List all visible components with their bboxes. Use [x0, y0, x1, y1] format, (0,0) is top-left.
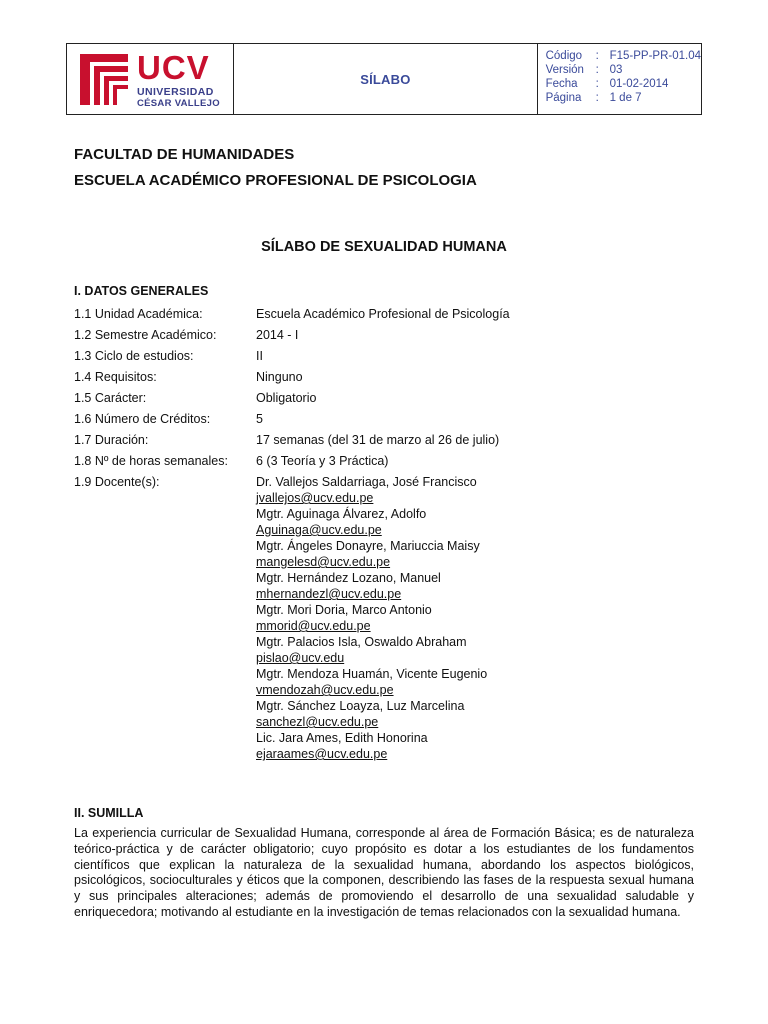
row-label: 1.2 Semestre Académico:	[74, 328, 217, 342]
school-heading: ESCUELA ACADÉMICO PROFESIONAL DE PSICOLOGIA	[74, 172, 477, 189]
meta-value: F15-PP-PR-01.04	[609, 50, 701, 62]
docente-name: Mgtr. Mori Doria, Marco Antonio	[256, 603, 432, 617]
docente-email[interactable]: vmendozah@ucv.edu.pe	[256, 683, 394, 697]
docente-email[interactable]: jvallejos@ucv.edu.pe	[256, 491, 374, 505]
faculty-heading: FACULTAD DE HUMANIDADES	[74, 146, 295, 163]
meta-key: Código	[545, 50, 583, 62]
docente-email[interactable]: sanchezl@ucv.edu.pe	[256, 715, 379, 729]
data-row	[74, 433, 499, 447]
row-label: 1.8 Nº de horas semanales:	[74, 454, 228, 468]
row-value: 2014 - I	[256, 328, 299, 342]
docente-name: Lic. Jara Ames, Edith Honorina	[256, 731, 428, 745]
meta-cell	[538, 44, 701, 114]
meta-key: Fecha	[545, 78, 578, 90]
docente-name: Mgtr. Palacios Isla, Oswaldo Abraham	[256, 635, 467, 649]
row-label: 1.9 Docente(s):	[74, 475, 160, 489]
logo-subtitle-2: CÉSAR VALLEJO	[137, 98, 220, 109]
docente-email[interactable]: Aguinaga@ucv.edu.pe	[256, 523, 382, 537]
header-title: SÍLABO	[360, 71, 411, 87]
data-row	[74, 475, 477, 489]
row-value: Escuela Académico Profesional de Psicología	[256, 307, 510, 321]
section-heading-sumilla: II. SUMILLA	[74, 806, 144, 820]
logo-subtitle-1: UNIVERSIDAD	[137, 86, 214, 98]
row-label: 1.4 Requisitos:	[74, 370, 157, 384]
section-heading-datos: I. DATOS GENERALES	[74, 284, 209, 298]
row-value: 17 semanas (del 31 de marzo al 26 de julio)	[256, 433, 500, 447]
docente-email[interactable]: mmorid@ucv.edu.pe	[256, 619, 371, 633]
meta-row: Fecha : 01-02-2014	[545, 78, 669, 90]
ucv-logo-icon	[80, 54, 128, 105]
docente-name: Mgtr. Ángeles Donayre, Mariuccia Maisy	[256, 539, 480, 553]
data-row	[74, 328, 298, 342]
meta-key: Versión	[545, 64, 584, 76]
docente-email[interactable]: pislao@ucv.edu	[256, 651, 345, 665]
docente-email[interactable]: mhernandezl@ucv.edu.pe	[256, 587, 402, 601]
row-label: 1.6 Número de Créditos:	[74, 412, 211, 426]
row-label: 1.1 Unidad Académica:	[74, 307, 203, 321]
meta-row: Código : F15-PP-PR-01.04	[545, 50, 701, 62]
row-value: Obligatorio	[256, 391, 317, 405]
docente-name: Mgtr. Aguinaga Álvarez, Adolfo	[256, 507, 427, 521]
meta-value: 03	[609, 64, 623, 76]
data-row	[74, 391, 316, 405]
syllabus-title: SÍLABO DE SEXUALIDAD HUMANA	[261, 239, 507, 255]
data-row	[74, 370, 303, 384]
docente-name: Mgtr. Hernández Lozano, Manuel	[256, 571, 441, 585]
sumilla-paragraph: La experiencia curricular de Sexualidad Humana, corresponde al área de Formación Básica; es de naturaleza teórico-práctica y de carácter obligatorio; cuyo propósito es dotar a los estudiantes de los fundamentos científicos que explican la naturaleza de la sexualidad humana, abordando los aspectos biológicos, psicológicos, socioculturales y éticos que la componen, describiendo las fases de la respuesta sexual humana y sus principales alteraciones; además de promoviendo el desarrollo de una sexualidad saludable y enriquecedora; motivando al estudiante en la investigación de temas relacionados con la sexualidad humana.	[74, 826, 694, 919]
docente-name: Mgtr. Sánchez Loayza, Luz Marcelina	[256, 699, 465, 713]
row-label: 1.5 Carácter:	[74, 391, 147, 405]
row-label: 1.7 Duración:	[74, 433, 149, 447]
docente-email[interactable]: mangelesd@ucv.edu.pe	[256, 555, 391, 569]
data-row	[74, 349, 263, 363]
row-label: 1.3 Ciclo de estudios:	[74, 349, 194, 363]
row-value: 5	[256, 412, 263, 426]
docente-email[interactable]: ejaraames@ucv.edu.pe	[256, 747, 388, 761]
data-row	[74, 454, 388, 468]
meta-key: Página	[545, 92, 582, 104]
row-value: II	[256, 349, 263, 363]
meta-row: Versión : 03	[545, 64, 623, 76]
document-header	[66, 43, 702, 115]
meta-value: 1 de 7	[609, 92, 642, 104]
row-value: Dr. Vallejos Saldarriaga, José Francisco	[256, 475, 477, 489]
title-cell	[234, 44, 537, 114]
docente-name: Mgtr. Mendoza Huamán, Vicente Eugenio	[256, 667, 488, 681]
logo-cell	[67, 44, 234, 114]
meta-row: Página : 1 de 7	[545, 92, 642, 104]
row-value: 6 (3 Teoría y 3 Práctica)	[256, 454, 389, 468]
meta-value: 01-02-2014	[609, 78, 669, 90]
logo-text: UCV	[137, 49, 210, 86]
row-value: Ninguno	[256, 370, 303, 384]
data-row	[74, 412, 263, 426]
data-row	[74, 307, 510, 321]
